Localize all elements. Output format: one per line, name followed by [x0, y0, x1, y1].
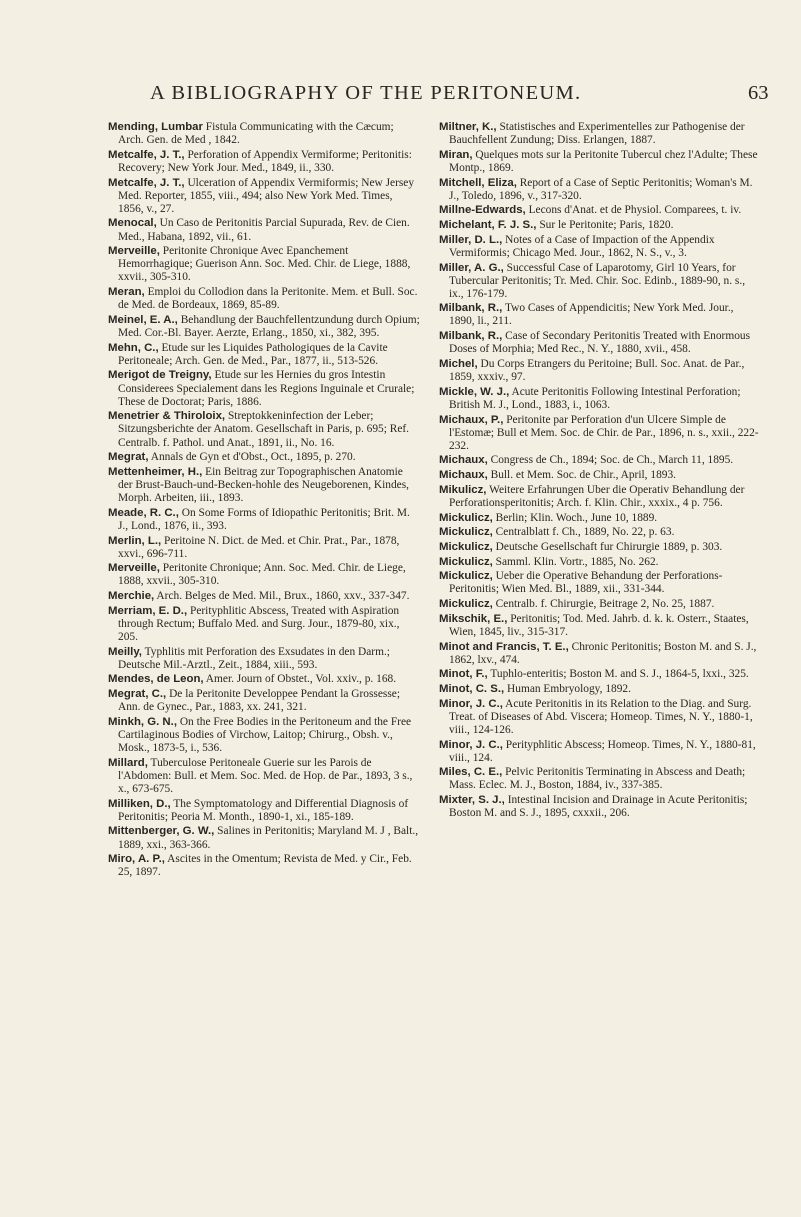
author-name: Michel, [439, 357, 478, 370]
bibliography-entry [108, 535, 420, 561]
citation-text: Sur le Peritonite; Paris, 1820. [536, 219, 674, 232]
bibliography-entry [439, 177, 759, 203]
citation-text: Perityphlitic Abscess; Homeop. Times, N. Y., 1880-81, viii., 124. [449, 738, 756, 764]
citation-text: Tuphlo-enteritis; Boston M. and S. J., 1864-5, lxxi., 325. [487, 668, 749, 681]
bibliography-entry [108, 825, 420, 851]
bibliography-entry [108, 605, 420, 644]
citation-text: Perforation of Appendix Vermiforme; Peritonitis: Recovery; New York Jour. Med., 1849, ii., 330. [118, 148, 412, 174]
citation-text: Salines in Peritonitis; Maryland M. J , Balt., 1889, xxi., 363-366. [118, 825, 419, 851]
bibliography-entry [108, 466, 420, 505]
citation-text: Weitere Erfahrungen Uber die Operativ Behandlung der Perforationsperitonitis; Arch. f. Klin. Chir., xxxix., 4 p. 756. [449, 483, 745, 509]
bibliography-entry [108, 798, 420, 824]
bibliography-entry [108, 562, 420, 588]
bibliography-entry [108, 245, 420, 284]
citation-text: Peritoine N. Dict. de Med. et Chir. Prat., Par., 1878, xxvi., 696-711. [118, 534, 400, 560]
author-name: Merlin, L., [108, 534, 162, 547]
author-name: Miles, C. E., [439, 766, 503, 779]
author-name: Mendes, de Leon, [108, 673, 204, 686]
bibliography-entry [108, 716, 420, 755]
citation-text: Etude sur les Hernies du gros Intestin Considerees Specialement dans les Regions Inguinale et Crurale; These de Doctorat; Paris, 1886. [118, 369, 415, 408]
citation-text: Streptokkeninfection der Leber; Sitzungsberichte der Anatom. Gesellschaft in Paris, p. 695; Ref. Centralb. f. Pathol. und Anat., 1891, ii., No. 16. [118, 410, 410, 449]
author-name: Milbank, R., [439, 302, 503, 315]
citation-text: De la Peritonite Developpee Pendant la Grossesse; Ann. de Gynec., Par., 1883, xx. 241, 321. [118, 688, 400, 714]
citation-text: The Symptomatology and Differential Diagnosis of Peritonitis; Peoria M. Month., 1890-1, xi., 185-189. [118, 797, 409, 823]
citation-text: Behandlung der Bauchfellentzundung durch Opium; Med. Cor.-Bl. Bayer. Aerzte, Erlang., 1850, xi., 382, 395. [118, 313, 420, 339]
bibliography-entry [108, 757, 420, 796]
citation-text: Lecons d'Anat. et de Physiol. Comparees, t. iv. [525, 204, 742, 217]
bibliography-entry [108, 451, 420, 464]
citation-text: Peritonitis; Tod. Med. Jahrb. d. k. k. Osterr., Staates, Wien, 1845, liv., 315-317. [449, 612, 749, 638]
bibliography-entry [108, 121, 420, 147]
bibliography-entry [439, 613, 759, 639]
author-name: Miltner, K., [439, 121, 497, 133]
citation-text: Un Caso de Peritonitis Parcial Supurada, Rev. de Cien. Med., Habana, 1892, vii., 61. [118, 217, 410, 243]
running-title: A BIBLIOGRAPHY OF THE PERITONEUM. [150, 82, 582, 104]
author-name: Mehn, C., [108, 341, 159, 354]
author-name: Merveille, [108, 245, 160, 258]
bibliography-entry [439, 683, 759, 696]
citation-text: Etude sur les Liquides Pathologiques de la Cavite Peritoneale; Arch. Gen. de Med., Par., 1877, ii., 513-526. [118, 341, 388, 367]
citation-text: Emploi du Collodion dans la Peritonite. Mem. et Bull. Soc. de Med. de Bordeaux, 1869, 85-89. [118, 286, 418, 312]
bibliography-entry [439, 454, 759, 467]
author-name: Mickulicz, [439, 526, 493, 539]
citation-text: Deutsche Gesellschaft fur Chirurgie 1889, p. 303. [492, 540, 723, 553]
citation-text: Chronic Peritonitis; Boston M. and S. J., 1862, lxv., 474. [449, 640, 757, 666]
author-name: Meran, [108, 286, 145, 299]
citation-text: Successful Case of Laparotomy, Girl 10 Years, for Tubercular Peritonitis; Tr. Med. Chir. Soc. Edinb., 1889-90, n. s., ix., 176-179. [449, 261, 746, 300]
author-name: Mickulicz, [439, 598, 493, 611]
citation-text: Statistisches and Experimentelles zur Pathogenise der Bauchfellent Zundung; Diss. Erlangen, 1887. [449, 121, 745, 147]
author-name: Merveille, [108, 562, 160, 575]
bibliography-entry [439, 469, 759, 482]
bibliography-entry [439, 414, 759, 453]
author-name: Michaux, P., [439, 413, 504, 426]
citation-text: Fistula Communicating with the Cæcum; Arch. Gen. de Med , 1842. [118, 121, 394, 147]
bibliography-entry [439, 219, 759, 232]
bibliography-entry [439, 234, 759, 260]
bibliography-entry [108, 177, 420, 216]
bibliography-entry [108, 217, 420, 243]
citation-text: Ascites in the Omentum; Revista de Med. y Cir., Feb. 25, 1897. [118, 853, 412, 879]
bibliography-entry [108, 507, 420, 533]
citation-text: Arch. Belges de Med. Mil., Brux., 1860, xxv., 337-347. [154, 590, 410, 603]
author-name: Merriam, E. D., [108, 604, 188, 617]
author-name: Mikschik, E., [439, 612, 508, 625]
bibliography-entry [439, 149, 759, 175]
author-name: Miran, [439, 148, 473, 161]
bibliography-entry [108, 688, 420, 714]
author-name: Mickulicz, [439, 570, 493, 583]
author-name: Metcalfe, J. T., [108, 176, 185, 189]
citation-text: Annals de Gyn et d'Obst., Oct., 1895, p. 270. [148, 451, 356, 464]
citation-text: Peritonite Chronique Avec Epanchement Hemorrhagique; Guerison Ann. Soc. Med. Chir. de Liege, 1888, xxvii., 305-310. [118, 245, 411, 284]
author-name: Miller, D. L., [439, 233, 503, 246]
bibliography-entry [439, 794, 759, 820]
author-name: Meade, R. C., [108, 506, 179, 519]
author-name: Menocal, [108, 217, 157, 230]
bibliography-entry [108, 646, 420, 672]
author-name: Meinel, E. A., [108, 313, 178, 326]
citation-text: Notes of a Case of Impaction of the Appendix Vermiformis; Chicago Med. Jour., 1862, N. S., v., 3. [449, 233, 715, 259]
bibliography-entry [439, 526, 759, 539]
citation-text: Typhlitis mit Perforation des Exsudates in den Darm.; Deutsche Mil.-Arztl., Zeit., 1884, xiii., 593. [118, 645, 390, 671]
bibliography-entry [439, 121, 759, 147]
bibliography-entry [108, 853, 420, 879]
author-name: Minot, F., [439, 668, 488, 681]
bibliography-entry [439, 330, 759, 356]
bibliography-entry [439, 262, 759, 301]
bibliography-entry [108, 314, 420, 340]
citation-text: Du Corps Etrangers du Peritoine; Bull. Soc. Anat. de Par., 1859, xxxiv., 97. [449, 357, 745, 384]
citation-text: Quelques mots sur la Peritonite Tubercul chez l'Adulte; These Montp., 1869. [449, 148, 758, 174]
author-name: Milbank, R., [439, 330, 503, 343]
author-name: Mitchell, Eliza, [439, 176, 517, 189]
bibliography-entry [439, 302, 759, 328]
page-header [0, 82, 801, 112]
citation-text: Case of Secondary Peritonitis Treated with Enormous Doses of Morphia; Med Rec., N. Y., 1880, xvii., 458. [449, 330, 751, 356]
author-name: Michelant, F. J. S., [439, 219, 537, 232]
author-name: Mikulicz, [439, 483, 487, 496]
citation-text: Centralb. f. Chirurgie, Beitrage 2, No. 25, 1887. [492, 598, 715, 611]
bibliography-entry [108, 410, 420, 449]
author-name: Meilly, [108, 645, 142, 658]
author-name: Miro, A. P., [108, 853, 165, 866]
bibliography-entry [439, 386, 759, 412]
citation-text: On Some Forms of Idiopathic Peritonitis; Brit. M. J., Lond., 1876, ii., 393. [118, 506, 410, 532]
author-name: Mixter, S. J., [439, 794, 505, 807]
author-name: Mittenberger, G. W., [108, 825, 215, 838]
bibliography-entry [439, 668, 759, 681]
citation-text: Human Embryology, 1892. [504, 683, 631, 695]
bibliography-entry [108, 590, 420, 603]
bibliography-entry [439, 570, 759, 596]
citation-text: Ulceration of Appendix Vermiformis; New Jersey Med. Reporter, 1855, viii., 494; also New York Med. Times, 1856, v., 27. [118, 176, 415, 215]
bibliography-entry [439, 598, 759, 611]
author-name: Millne-Edwards, [439, 204, 526, 217]
bibliography-entry [108, 286, 420, 312]
author-name: Mending, Lumbar [108, 121, 203, 133]
citation-text: Perityphlitic Abscess, Treated with Aspiration through Rectum; Buffalo Med. and Surg. Jour., 1879-80, xix., 205. [118, 604, 400, 643]
right-column [439, 121, 759, 822]
bibliography-entry [108, 149, 420, 175]
author-name: Mickulicz, [439, 540, 493, 553]
author-name: Minor, J. C., [439, 697, 503, 710]
author-name: Mickle, W. J., [439, 385, 510, 398]
citation-text: Acute Peritonitis Following Intestinal Perforation; British M. J., Lond., 1883, i., 1063. [449, 385, 741, 411]
citation-text: Bull. et Mem. Soc. de Chir., April, 1893. [487, 469, 677, 482]
citation-text: Centralblatt f. Ch., 1889, No. 22, p. 63. [492, 526, 675, 539]
bibliography-entry [439, 556, 759, 569]
citation-text: Acute Peritonitis in its Relation to the Diag. and Surg. Treat. of Diseases of Abd. Viscera; Homeop. Times, N. Y., 1880-1, viii., 124-126. [449, 697, 753, 736]
author-name: Miller, A. G., [439, 261, 504, 274]
citation-text: Report of a Case of Septic Peritonitis; Woman's M. J., Toledo, 1896, v., 317-320. [449, 176, 753, 202]
bibliography-entry [439, 484, 759, 510]
bibliography-entry [439, 766, 759, 792]
author-name: Minot and Francis, T. E., [439, 640, 569, 653]
author-name: Millard, [108, 756, 148, 769]
citation-text: Congress de Ch., 1894; Soc. de Ch., March 11, 1895. [487, 454, 734, 467]
citation-text: Peritonite par Perforation d'un Ulcere Simple de l'Estomæ; Bull et Mem. Soc. de Chir. de Par., 1896, n. s., xxii., 222-232. [449, 413, 759, 452]
bibliography-entry [439, 358, 759, 384]
author-name: Minor, J. C., [439, 738, 503, 751]
citation-text: Samml. Klin. Vortr., 1885, No. 262. [492, 555, 659, 568]
bibliography-entry [108, 369, 420, 408]
author-name: Merchie, [108, 590, 155, 603]
bibliography-entry [439, 541, 759, 554]
bibliography-entry [108, 342, 420, 368]
author-name: Megrat, [108, 451, 149, 464]
citation-text: Tuberculose Peritoneale Guerie sur les Parois de l'Abdomen: Bull. et Mem. Soc. Med. de Hop. de Par., 1893, 3 s., x., 673-675. [118, 756, 413, 795]
citation-text: Berlin; Klin. Woch., June 10, 1889. [492, 511, 658, 524]
citation-text: Amer. Journ of Obstet., Vol. xxiv., p. 168. [203, 673, 397, 686]
page-number: 63 [748, 82, 769, 104]
author-name: Milliken, D., [108, 797, 171, 810]
citation-text: Ueber die Operative Behandung der Perforations-Peritonitis; Wien Med. Bl., 1889, xii., 331-344. [449, 570, 723, 596]
author-name: Mettenheimer, H., [108, 465, 203, 478]
bibliography-entry [439, 512, 759, 525]
bibliography-entry [439, 641, 759, 667]
author-name: Mickulicz, [439, 555, 493, 568]
author-name: Michaux, [439, 454, 488, 467]
author-name: Metcalfe, J. T., [108, 148, 185, 161]
author-name: Megrat, C., [108, 688, 167, 701]
bibliography-entry [439, 739, 759, 765]
author-name: Merigot de Treigny, [108, 369, 212, 382]
bibliography-entry [108, 673, 420, 686]
author-name: Mickulicz, [439, 511, 493, 524]
author-name: Minkh, G. N., [108, 715, 177, 728]
citation-text: Two Cases of Appendicitis; New York Med. Jour., 1890, li., 211. [449, 302, 734, 328]
citation-text: Peritonite Chronique; Ann. Soc. Med. Chir. de Liege, 1888, xxvii., 305-310. [118, 562, 406, 588]
author-name: Menetrier & Thiroloix, [108, 410, 226, 423]
citation-text: Pelvic Peritonitis Terminating in Abscess and Death; Mass. Eclec. M. J., Boston, 1884, iv., 337-385. [449, 766, 746, 792]
citation-text: On the Free Bodies in the Peritoneum and the Free Cartilaginous Bodies of Virchow, Laitop; Chirurg., Obsh. v., Mosk., 1873-5, i., 536. [118, 715, 412, 755]
author-name: Minot, C. S., [439, 683, 505, 695]
author-name: Michaux, [439, 469, 488, 482]
bibliography-entry [439, 204, 759, 217]
left-column [108, 121, 420, 881]
citation-text: Ein Beitrag zur Topographischen Anatomie der Brust-Bauch-und-Becken-hohle des Neugeborenen, Kindes, Morph. Arbeiten, iii., 1893. [118, 465, 410, 505]
bibliography-entry [439, 698, 759, 737]
citation-text: Intestinal Incision and Drainage in Acute Peritonitis; Boston M. and S. J., 1895, cxxxii., 206. [449, 794, 748, 820]
